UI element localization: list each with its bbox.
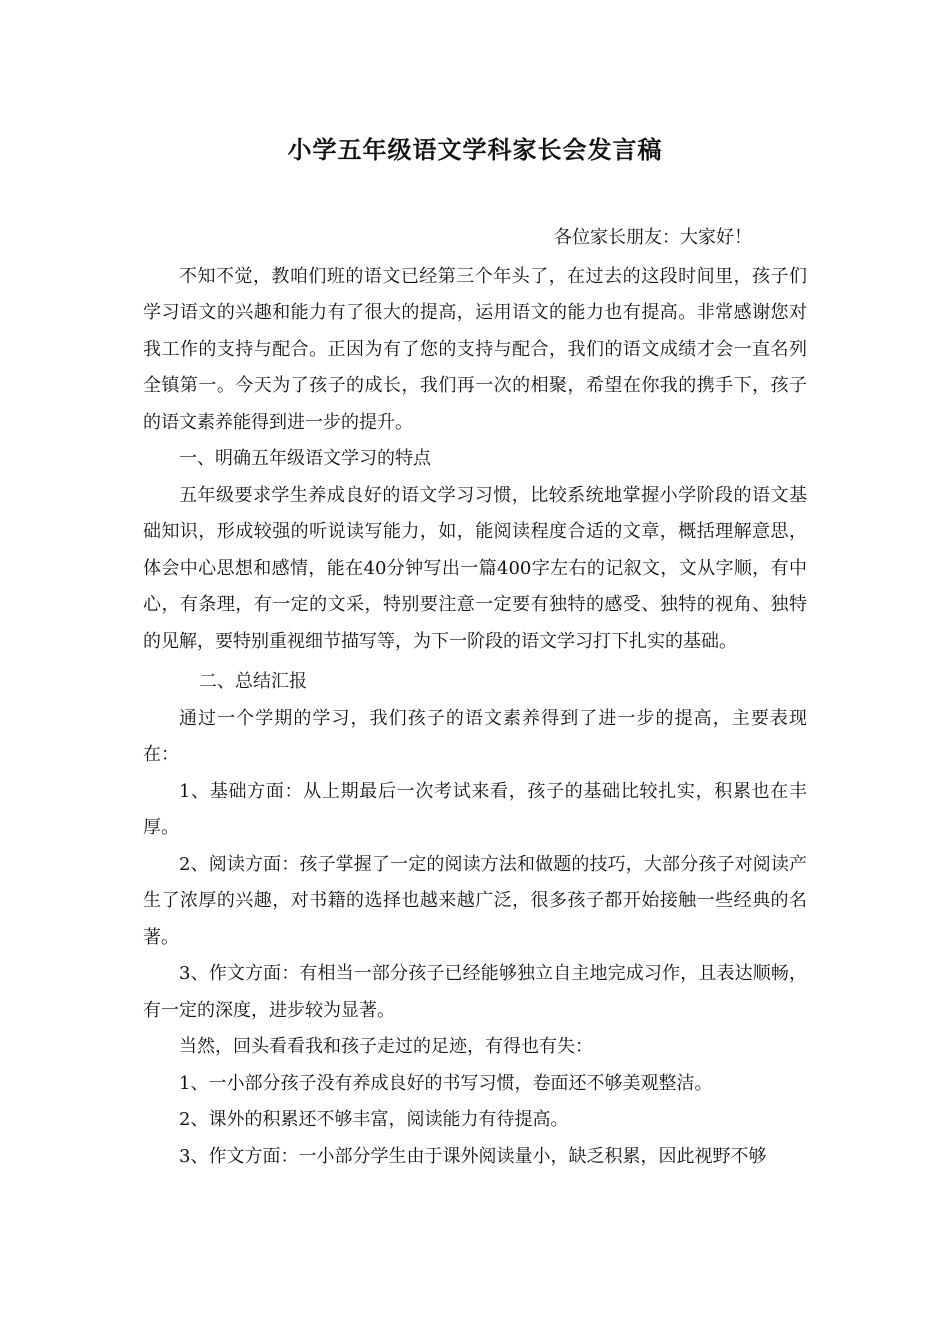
paragraph-reflection: 当然，回头看看我和孩子走过的足迹，有得也有失： bbox=[179, 1036, 593, 1057]
paragraph-basics: 1、基础方面：从上期最后一次考试来看，孩子的基础比较扎实，积累也在丰厚。 bbox=[143, 780, 807, 838]
document-title: 小学五年级语文学科家长会发言稿 bbox=[287, 135, 663, 164]
paragraph-reading: 2、阅读方面：孩子掌握了一定的阅读方法和做题的技巧，大部分孩子对阅读产生了浓厚的兴趣，对书籍的选择也越来越广泛，很多孩子都开始接触一些经典的名著。 bbox=[143, 853, 807, 948]
paragraph-writing: 3、作文方面：有相当一部分孩子已经能够独立自主地完成习作，且表达顺畅，有一定的深度，进步较为显著。 bbox=[143, 963, 807, 1021]
section-heading-1: 一、明确五年级语文学习的特点 bbox=[179, 448, 431, 469]
paragraph-grade-requirements: 五年级要求学生养成良好的语文学习习惯，比较系统地掌握小学阶段的语文基础知识，形成较强的听说读写能力，如，能阅读程度合适的文章，概括理解意思，体会中心思想和感情，能在40分钟写出一篇400字左右的记叙文，文从字顺，有中心，有条理，有一定的文采，特别要注意一定要有独特的感受、独特的视角、独特的见解，要特别重视细节描写等，为下一阶段的语文学习打下扎实的基础。 bbox=[143, 484, 807, 652]
paragraph-issue-1: 1、一小部分孩子没有养成良好的书写习惯，卷面还不够美观整洁。 bbox=[179, 1072, 713, 1094]
greeting-line: 各位家长朋友：大家好！ bbox=[554, 227, 752, 248]
paragraph-intro: 不知不觉，教咱们班的语文已经第三个年头了，在过去的这段时间里，孩子们学习语文的兴趣和能力有了很大的提高，运用语文的能力也有提高。非常感谢您对我工作的支持与配合。正因为有了您的支持与配合，我们的语文成绩才会一直名列全镇第一。今天为了孩子的成长，我们再一次的相聚，希望在你我的携手下，孩子的语文素养能得到进一步的提升。 bbox=[143, 265, 807, 433]
section-heading-2: 二、总结汇报 bbox=[199, 671, 307, 692]
paragraph-summary-intro: 通过一个学期的学习，我们孩子的语文素养得到了进一步的提高，主要表现在： bbox=[143, 707, 807, 765]
document-body bbox=[143, 220, 807, 1175]
paragraph-issue-3: 3、作文方面：一小部分学生由于课外阅读量小，缺乏积累，因此视野不够 bbox=[179, 1145, 767, 1167]
paragraph-issue-2: 2、课外的积累还不够丰富，阅读能力有待提高。 bbox=[179, 1109, 569, 1130]
